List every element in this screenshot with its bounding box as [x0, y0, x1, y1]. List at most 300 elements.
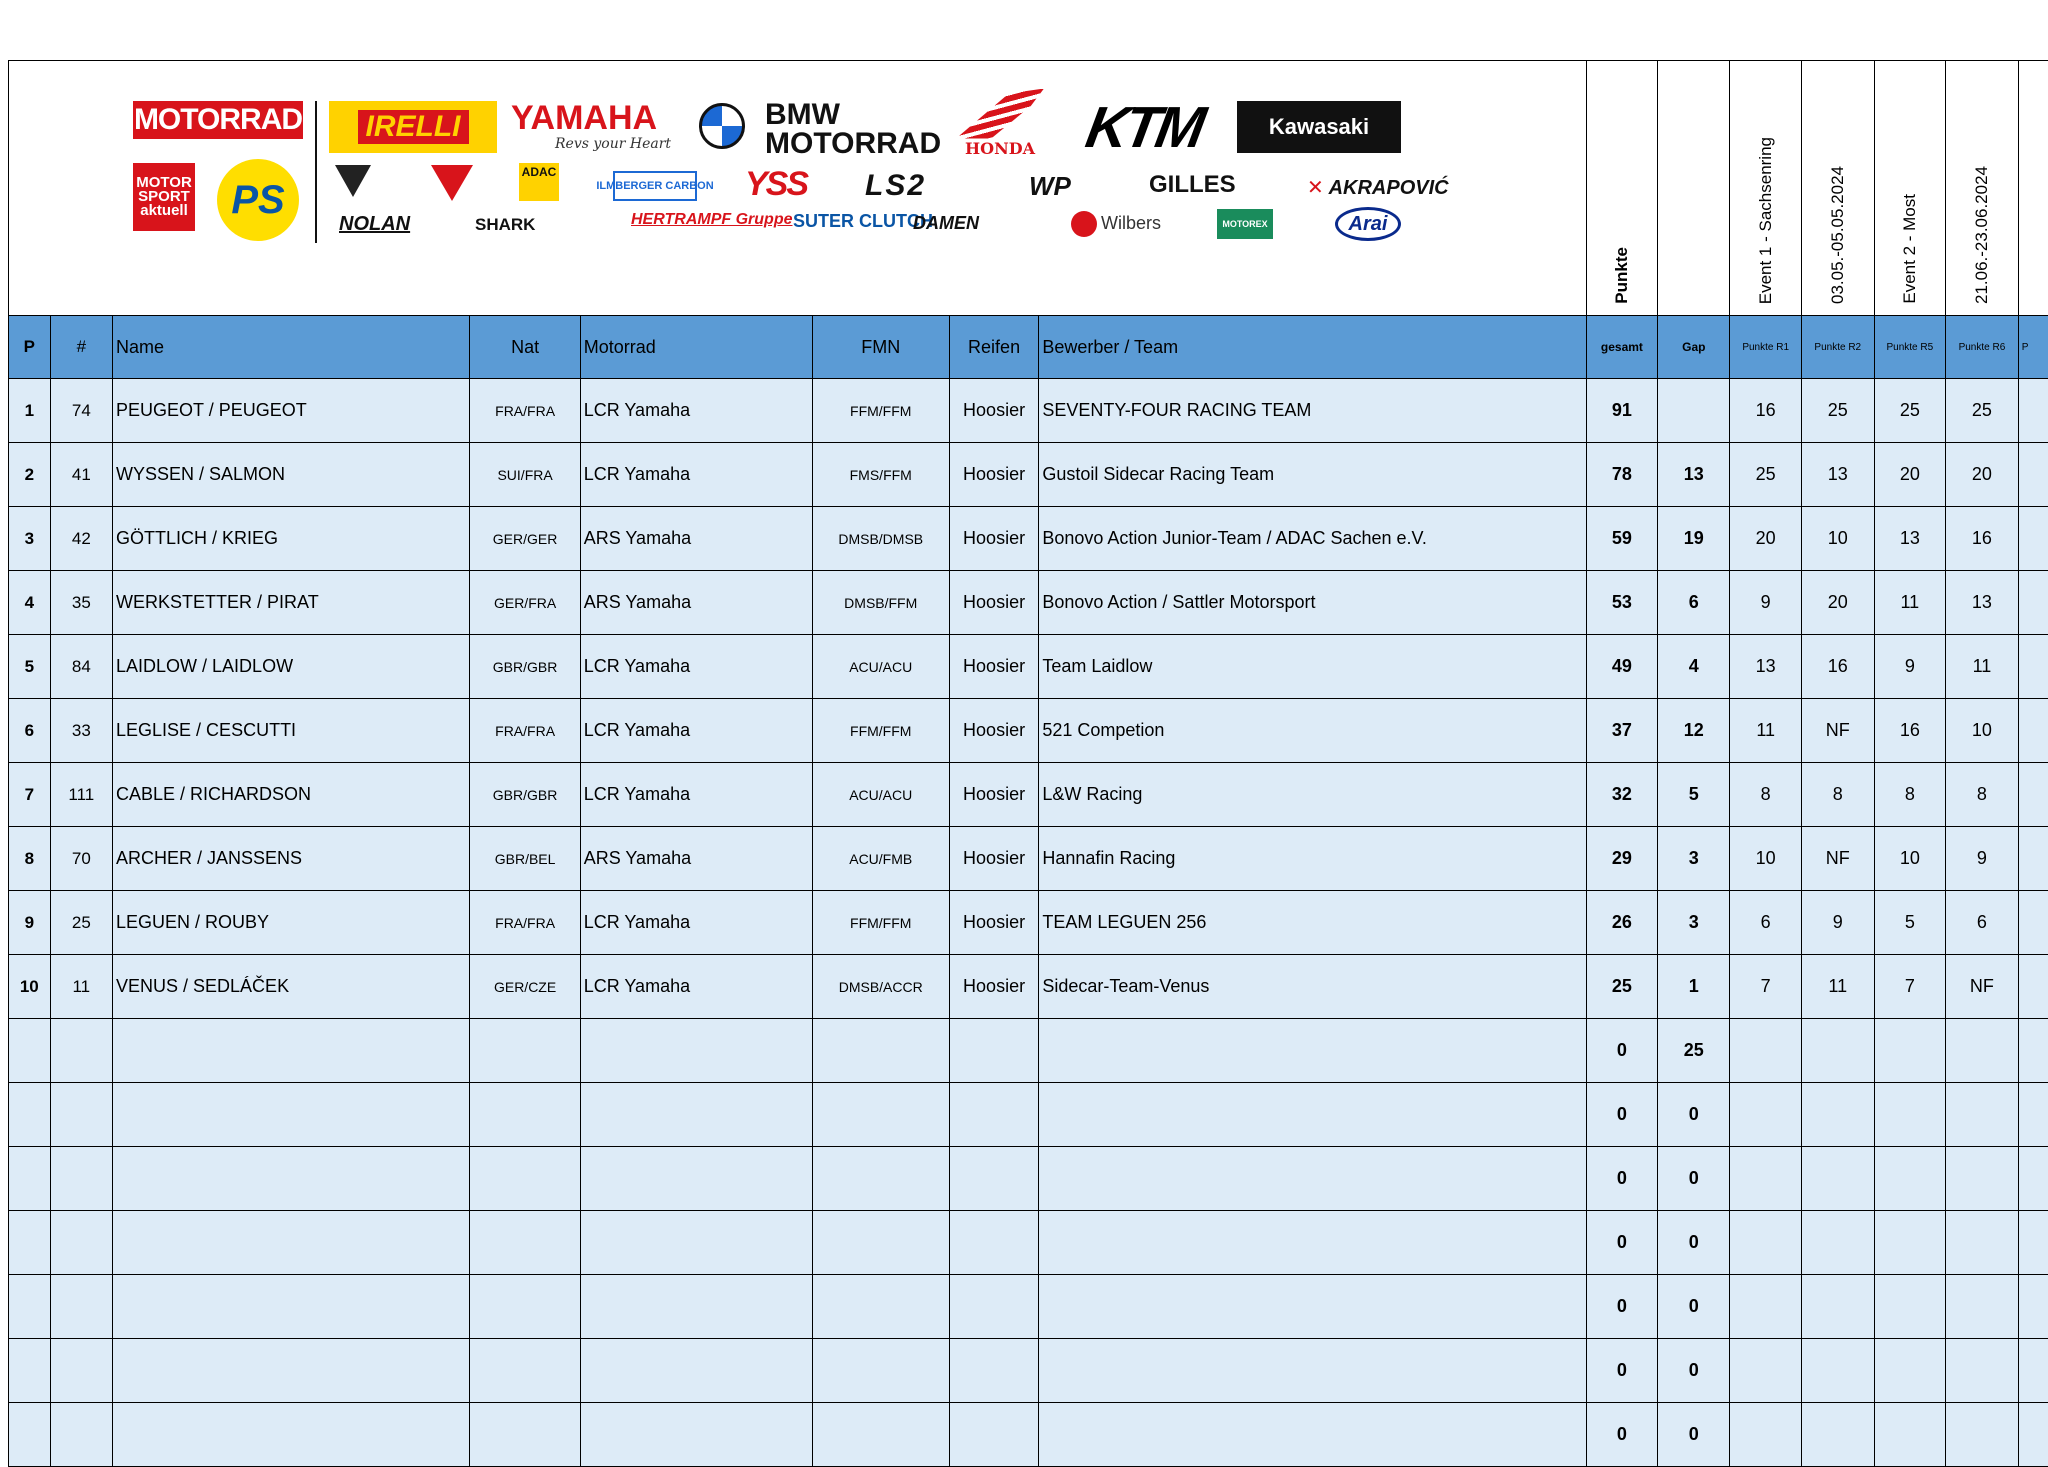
- col-r5: Punkte R5: [1874, 316, 1946, 379]
- cell-num: 35: [50, 571, 112, 635]
- honda-logo: HONDA: [954, 83, 1046, 163]
- event2-name-header: Event 2 - Most: [1874, 61, 1946, 316]
- cell-r2: [1801, 1147, 1874, 1211]
- cell-team: [1039, 1147, 1586, 1211]
- cell-team: [1039, 1211, 1586, 1275]
- cell-num: [50, 1275, 112, 1339]
- cell-tyre: [949, 1211, 1039, 1275]
- cell-name: [113, 1147, 470, 1211]
- col-nat: Nat: [470, 316, 580, 379]
- cell-r5: 8: [1874, 763, 1946, 827]
- cell-tyre: Hoosier: [949, 891, 1039, 955]
- cell-r2: 25: [1801, 379, 1874, 443]
- cell-bike: LCR Yamaha: [580, 635, 812, 699]
- cell-bike: LCR Yamaha: [580, 379, 812, 443]
- cell-name: WERKSTETTER / PIRAT: [113, 571, 470, 635]
- cell-fmn: [812, 1275, 949, 1339]
- cell-num: 111: [50, 763, 112, 827]
- motorex-logo: MOTOREX: [1217, 209, 1273, 239]
- cell-fmn: [812, 1019, 949, 1083]
- cell-gap: 1: [1658, 955, 1730, 1019]
- cell-fmn: FFM/FFM: [812, 891, 949, 955]
- honda-wing-icon: [956, 89, 1044, 139]
- cell-r1: [1730, 1147, 1802, 1211]
- table-row: [9, 1275, 2048, 1339]
- col-r2: Punkte R2: [1801, 316, 1874, 379]
- cell-team: Bonovo Action Junior-Team / ADAC Sachen e.V.: [1039, 507, 1586, 571]
- cell-tyre: Hoosier: [949, 955, 1039, 1019]
- cell-bike: ARS Yamaha: [580, 571, 812, 635]
- standings-sheet: [8, 60, 2048, 1467]
- cell-r6: [1946, 1147, 2019, 1211]
- table-row: [9, 955, 2048, 1019]
- table-row: [9, 763, 2048, 827]
- cell-r2: 8: [1801, 763, 1874, 827]
- cell-gap: 3: [1658, 827, 1730, 891]
- cell-fmn: FMS/FFM: [812, 443, 949, 507]
- cell-total: 0: [1586, 1083, 1658, 1147]
- cell-total: 53: [1586, 571, 1658, 635]
- table-row: [9, 379, 2048, 443]
- cell-gap: 19: [1658, 507, 1730, 571]
- cell-r5: 25: [1874, 379, 1946, 443]
- col-r6: Punkte R6: [1946, 316, 2019, 379]
- cell-next: [2018, 1403, 2048, 1467]
- cell-r6: [1946, 1083, 2019, 1147]
- cell-tyre: [949, 1083, 1039, 1147]
- cell-p: 4: [9, 571, 51, 635]
- event2-date-header: 21.06.-23.06.2024: [1946, 61, 2019, 316]
- cell-r6: 10: [1946, 699, 2019, 763]
- cell-r1: [1730, 1403, 1802, 1467]
- cell-p: [9, 1019, 51, 1083]
- cell-nat: FRA/FRA: [470, 379, 580, 443]
- col-team: Bewerber / Team: [1039, 316, 1586, 379]
- cell-fmn: [812, 1147, 949, 1211]
- cell-r5: [1874, 1083, 1946, 1147]
- cell-tyre: Hoosier: [949, 635, 1039, 699]
- col-gap: Gap: [1658, 316, 1730, 379]
- column-header-row: [9, 316, 2048, 379]
- akrapovic-logo: ✕ AKRAPOVIĆ: [1307, 175, 1449, 200]
- cell-r2: [1801, 1403, 1874, 1467]
- col-motorrad: Motorrad: [580, 316, 812, 379]
- cell-num: 25: [50, 891, 112, 955]
- cell-r1: 16: [1730, 379, 1802, 443]
- cell-name: PEUGEOT / PEUGEOT: [113, 379, 470, 443]
- cell-next: [2018, 891, 2048, 955]
- cell-total: 0: [1586, 1339, 1658, 1403]
- cell-tyre: Hoosier: [949, 379, 1039, 443]
- cell-r1: 25: [1730, 443, 1802, 507]
- cell-gap: 0: [1658, 1339, 1730, 1403]
- yamaha-logo: YAMAHA Revs your Heart: [511, 97, 691, 155]
- cell-nat: [470, 1019, 580, 1083]
- cell-nat: FRA/FRA: [470, 699, 580, 763]
- cell-r2: [1801, 1275, 1874, 1339]
- cell-gap: 6: [1658, 571, 1730, 635]
- logo-divider: [315, 101, 317, 243]
- col-position: P: [9, 316, 51, 379]
- cell-next: [2018, 955, 2048, 1019]
- cell-fmn: DMSB/DMSB: [812, 507, 949, 571]
- cell-r5: 7: [1874, 955, 1946, 1019]
- table-row: [9, 1211, 2048, 1275]
- cell-tyre: Hoosier: [949, 699, 1039, 763]
- cell-bike: ARS Yamaha: [580, 827, 812, 891]
- cell-nat: [470, 1083, 580, 1147]
- cell-r1: [1730, 1211, 1802, 1275]
- kawasaki-logo: Kawasaki: [1237, 101, 1401, 153]
- gap-header-blank: [1658, 61, 1730, 316]
- cell-team: Team Laidlow: [1039, 635, 1586, 699]
- cell-p: 9: [9, 891, 51, 955]
- table-row: [9, 1019, 2048, 1083]
- cell-r2: 10: [1801, 507, 1874, 571]
- cell-r5: 13: [1874, 507, 1946, 571]
- cell-r5: 5: [1874, 891, 1946, 955]
- cell-r5: [1874, 1403, 1946, 1467]
- cell-total: 29: [1586, 827, 1658, 891]
- cell-num: 11: [50, 955, 112, 1019]
- cell-p: [9, 1275, 51, 1339]
- cell-r5: 9: [1874, 635, 1946, 699]
- cell-name: CABLE / RICHARDSON: [113, 763, 470, 827]
- cell-team: Bonovo Action / Sattler Motorsport: [1039, 571, 1586, 635]
- cell-fmn: DMSB/ACCR: [812, 955, 949, 1019]
- pirelli-logo: IRELLI: [329, 101, 497, 153]
- cell-total: 59: [1586, 507, 1658, 571]
- ls2-logo: LS2: [865, 169, 926, 203]
- standings-table: [8, 60, 2048, 1467]
- cell-r2: [1801, 1019, 1874, 1083]
- motorsport-aktuell-logo: MOTOR SPORT aktuell: [133, 163, 195, 231]
- triumph-logo: [335, 165, 371, 197]
- cell-name: GÖTTLICH / KRIEG: [113, 507, 470, 571]
- table-row: [9, 1403, 2048, 1467]
- cell-gap: 5: [1658, 763, 1730, 827]
- cell-r1: 11: [1730, 699, 1802, 763]
- cell-next: [2018, 379, 2048, 443]
- cell-gap: 0: [1658, 1275, 1730, 1339]
- cell-total: 0: [1586, 1403, 1658, 1467]
- next-column-header: [2018, 61, 2048, 316]
- cell-r5: 10: [1874, 827, 1946, 891]
- cell-r6: 8: [1946, 763, 2019, 827]
- cell-num: [50, 1339, 112, 1403]
- cell-r6: [1946, 1019, 2019, 1083]
- cell-team: TEAM LEGUEN 256: [1039, 891, 1586, 955]
- cell-name: [113, 1403, 470, 1467]
- cell-total: 78: [1586, 443, 1658, 507]
- cell-next: [2018, 1211, 2048, 1275]
- cell-num: [50, 1403, 112, 1467]
- cell-nat: [470, 1275, 580, 1339]
- cell-nat: [470, 1147, 580, 1211]
- cell-nat: SUI/FRA: [470, 443, 580, 507]
- cell-fmn: [812, 1339, 949, 1403]
- cell-r2: NF: [1801, 699, 1874, 763]
- hertrampf-logo: HERTRAMPF Gruppe: [631, 211, 792, 229]
- cell-num: [50, 1019, 112, 1083]
- cell-name: [113, 1339, 470, 1403]
- cell-r2: 9: [1801, 891, 1874, 955]
- cell-team: [1039, 1019, 1586, 1083]
- cell-p: 8: [9, 827, 51, 891]
- cell-name: [113, 1211, 470, 1275]
- cell-num: [50, 1211, 112, 1275]
- yss-logo: YSS: [745, 165, 807, 204]
- cell-num: 33: [50, 699, 112, 763]
- cell-r5: [1874, 1211, 1946, 1275]
- cell-num: 84: [50, 635, 112, 699]
- cell-p: [9, 1339, 51, 1403]
- cell-num: 42: [50, 507, 112, 571]
- cell-gap: 12: [1658, 699, 1730, 763]
- cell-tyre: Hoosier: [949, 571, 1039, 635]
- col-number: #: [50, 316, 112, 379]
- cell-next: [2018, 443, 2048, 507]
- col-r1: Punkte R1: [1730, 316, 1802, 379]
- table-row: [9, 1083, 2048, 1147]
- cell-total: 25: [1586, 955, 1658, 1019]
- sponsor-banner: [9, 61, 1587, 316]
- cell-name: WYSSEN / SALMON: [113, 443, 470, 507]
- cell-fmn: FFM/FFM: [812, 379, 949, 443]
- damen-logo: DAMEN: [913, 213, 979, 234]
- cell-tyre: Hoosier: [949, 443, 1039, 507]
- cell-nat: [470, 1211, 580, 1275]
- cell-bike: LCR Yamaha: [580, 891, 812, 955]
- cell-r1: 8: [1730, 763, 1802, 827]
- cell-r1: [1730, 1083, 1802, 1147]
- cell-r5: [1874, 1275, 1946, 1339]
- ps-logo: PS: [217, 159, 299, 241]
- cell-name: [113, 1083, 470, 1147]
- table-row: [9, 1339, 2048, 1403]
- event1-name-header: Event 1 - Sachsenring: [1730, 61, 1802, 316]
- table-row: [9, 635, 2048, 699]
- cell-p: 3: [9, 507, 51, 571]
- cell-name: [113, 1275, 470, 1339]
- cell-r6: [1946, 1403, 2019, 1467]
- cell-gap: [1658, 379, 1730, 443]
- table-row: [9, 891, 2048, 955]
- cell-name: LAIDLOW / LAIDLOW: [113, 635, 470, 699]
- cell-total: 32: [1586, 763, 1658, 827]
- col-name: Name: [113, 316, 470, 379]
- cell-tyre: [949, 1339, 1039, 1403]
- cell-bike: [580, 1083, 812, 1147]
- table-row: [9, 827, 2048, 891]
- cell-fmn: ACU/ACU: [812, 763, 949, 827]
- cell-name: LEGLISE / CESCUTTI: [113, 699, 470, 763]
- suter-logo: SUTER CLUTCH: [793, 211, 933, 232]
- cell-total: 37: [1586, 699, 1658, 763]
- cell-r2: 11: [1801, 955, 1874, 1019]
- cell-nat: GBR/GBR: [470, 763, 580, 827]
- cell-num: 74: [50, 379, 112, 443]
- cell-fmn: [812, 1211, 949, 1275]
- cell-team: [1039, 1275, 1586, 1339]
- cell-r1: 6: [1730, 891, 1802, 955]
- cell-team: [1039, 1403, 1586, 1467]
- cell-r6: 13: [1946, 571, 2019, 635]
- cell-r2: 13: [1801, 443, 1874, 507]
- cell-p: 5: [9, 635, 51, 699]
- cell-next: [2018, 763, 2048, 827]
- cell-fmn: FFM/FFM: [812, 699, 949, 763]
- cell-next: [2018, 507, 2048, 571]
- cell-name: ARCHER / JANSSENS: [113, 827, 470, 891]
- cell-total: 0: [1586, 1019, 1658, 1083]
- cell-name: [113, 1019, 470, 1083]
- cell-total: 49: [1586, 635, 1658, 699]
- wilbers-logo: Wilbers: [1071, 211, 1161, 237]
- col-next: P: [2018, 316, 2048, 379]
- cell-tyre: [949, 1147, 1039, 1211]
- cell-p: 2: [9, 443, 51, 507]
- cell-num: [50, 1083, 112, 1147]
- cell-gap: 25: [1658, 1019, 1730, 1083]
- punkte-header: Punkte: [1586, 61, 1658, 316]
- cell-r2: [1801, 1211, 1874, 1275]
- cell-bike: [580, 1339, 812, 1403]
- table-row: [9, 507, 2048, 571]
- cell-team: Hannafin Racing: [1039, 827, 1586, 891]
- cell-nat: GBR/GBR: [470, 635, 580, 699]
- cell-gap: 4: [1658, 635, 1730, 699]
- ktm-logo: KTM: [1054, 99, 1234, 155]
- cell-r6: [1946, 1339, 2019, 1403]
- cell-gap: 0: [1658, 1147, 1730, 1211]
- cell-p: 10: [9, 955, 51, 1019]
- cell-r5: 16: [1874, 699, 1946, 763]
- cell-team: 521 Competion: [1039, 699, 1586, 763]
- wp-logo: WP: [1029, 171, 1071, 202]
- cell-tyre: Hoosier: [949, 507, 1039, 571]
- cell-nat: GER/CZE: [470, 955, 580, 1019]
- cell-next: [2018, 1147, 2048, 1211]
- cell-gap: 13: [1658, 443, 1730, 507]
- cell-p: 1: [9, 379, 51, 443]
- cell-total: 0: [1586, 1147, 1658, 1211]
- cell-next: [2018, 699, 2048, 763]
- cell-fmn: [812, 1403, 949, 1467]
- cell-bike: ARS Yamaha: [580, 507, 812, 571]
- cell-r6: 11: [1946, 635, 2019, 699]
- cell-nat: [470, 1403, 580, 1467]
- cell-fmn: ACU/ACU: [812, 635, 949, 699]
- cell-p: [9, 1147, 51, 1211]
- cell-num: [50, 1147, 112, 1211]
- cell-gap: 0: [1658, 1211, 1730, 1275]
- cell-r1: 10: [1730, 827, 1802, 891]
- ilmberger-logo: ILMBERGER CARBON: [613, 171, 697, 201]
- cell-p: 7: [9, 763, 51, 827]
- cell-r2: 20: [1801, 571, 1874, 635]
- cell-r1: 9: [1730, 571, 1802, 635]
- col-reifen: Reifen: [949, 316, 1039, 379]
- cell-r6: [1946, 1275, 2019, 1339]
- cell-fmn: [812, 1083, 949, 1147]
- cell-r1: 7: [1730, 955, 1802, 1019]
- cell-tyre: [949, 1403, 1039, 1467]
- cell-p: [9, 1211, 51, 1275]
- cell-r5: [1874, 1339, 1946, 1403]
- cell-r6: [1946, 1211, 2019, 1275]
- cell-next: [2018, 571, 2048, 635]
- cell-bike: [580, 1211, 812, 1275]
- cell-num: 41: [50, 443, 112, 507]
- cell-r2: 16: [1801, 635, 1874, 699]
- col-gesamt: gesamt: [1586, 316, 1658, 379]
- table-row: [9, 699, 2048, 763]
- cell-r6: 9: [1946, 827, 2019, 891]
- cell-team: [1039, 1083, 1586, 1147]
- cell-team: [1039, 1339, 1586, 1403]
- cell-gap: 0: [1658, 1083, 1730, 1147]
- cell-r6: 6: [1946, 891, 2019, 955]
- cell-r5: [1874, 1019, 1946, 1083]
- event1-date-header: 03.05.-05.05.2024: [1801, 61, 1874, 316]
- cell-r2: [1801, 1339, 1874, 1403]
- cell-name: LEGUEN / ROUBY: [113, 891, 470, 955]
- cell-nat: GER/GER: [470, 507, 580, 571]
- cell-total: 26: [1586, 891, 1658, 955]
- bmw-roundel-icon: [699, 103, 745, 149]
- cell-nat: FRA/FRA: [470, 891, 580, 955]
- cell-bike: [580, 1403, 812, 1467]
- cell-gap: 0: [1658, 1403, 1730, 1467]
- motorrad-logo: MOTORRAD: [133, 101, 303, 139]
- cell-p: [9, 1403, 51, 1467]
- table-row: [9, 571, 2048, 635]
- cell-next: [2018, 1019, 2048, 1083]
- cell-r2: NF: [1801, 827, 1874, 891]
- cell-tyre: Hoosier: [949, 763, 1039, 827]
- table-row: [9, 443, 2048, 507]
- cell-total: 0: [1586, 1211, 1658, 1275]
- table-row: [9, 1147, 2048, 1211]
- cell-bike: LCR Yamaha: [580, 443, 812, 507]
- cell-tyre: [949, 1275, 1039, 1339]
- cell-team: L&W Racing: [1039, 763, 1586, 827]
- cell-next: [2018, 827, 2048, 891]
- cell-fmn: ACU/FMB: [812, 827, 949, 891]
- cell-total: 0: [1586, 1275, 1658, 1339]
- nolan-logo: NOLAN: [339, 213, 410, 236]
- cell-gap: 3: [1658, 891, 1730, 955]
- cell-total: 91: [1586, 379, 1658, 443]
- cell-p: 6: [9, 699, 51, 763]
- bmw-motorrad-logo: BMW MOTORRAD: [765, 99, 945, 159]
- cell-bike: [580, 1019, 812, 1083]
- cell-team: Gustoil Sidecar Racing Team: [1039, 443, 1586, 507]
- cell-nat: GBR/BEL: [470, 827, 580, 891]
- cell-r1: 20: [1730, 507, 1802, 571]
- cell-nat: GER/FRA: [470, 571, 580, 635]
- cell-next: [2018, 1083, 2048, 1147]
- cell-r5: 20: [1874, 443, 1946, 507]
- cell-next: [2018, 1275, 2048, 1339]
- adac-logo: ADAC: [519, 163, 559, 201]
- cell-bike: [580, 1275, 812, 1339]
- cell-team: SEVENTY-FOUR RACING TEAM: [1039, 379, 1586, 443]
- cell-r2: [1801, 1083, 1874, 1147]
- cell-r1: [1730, 1339, 1802, 1403]
- shark-logo: SHARK: [475, 215, 535, 235]
